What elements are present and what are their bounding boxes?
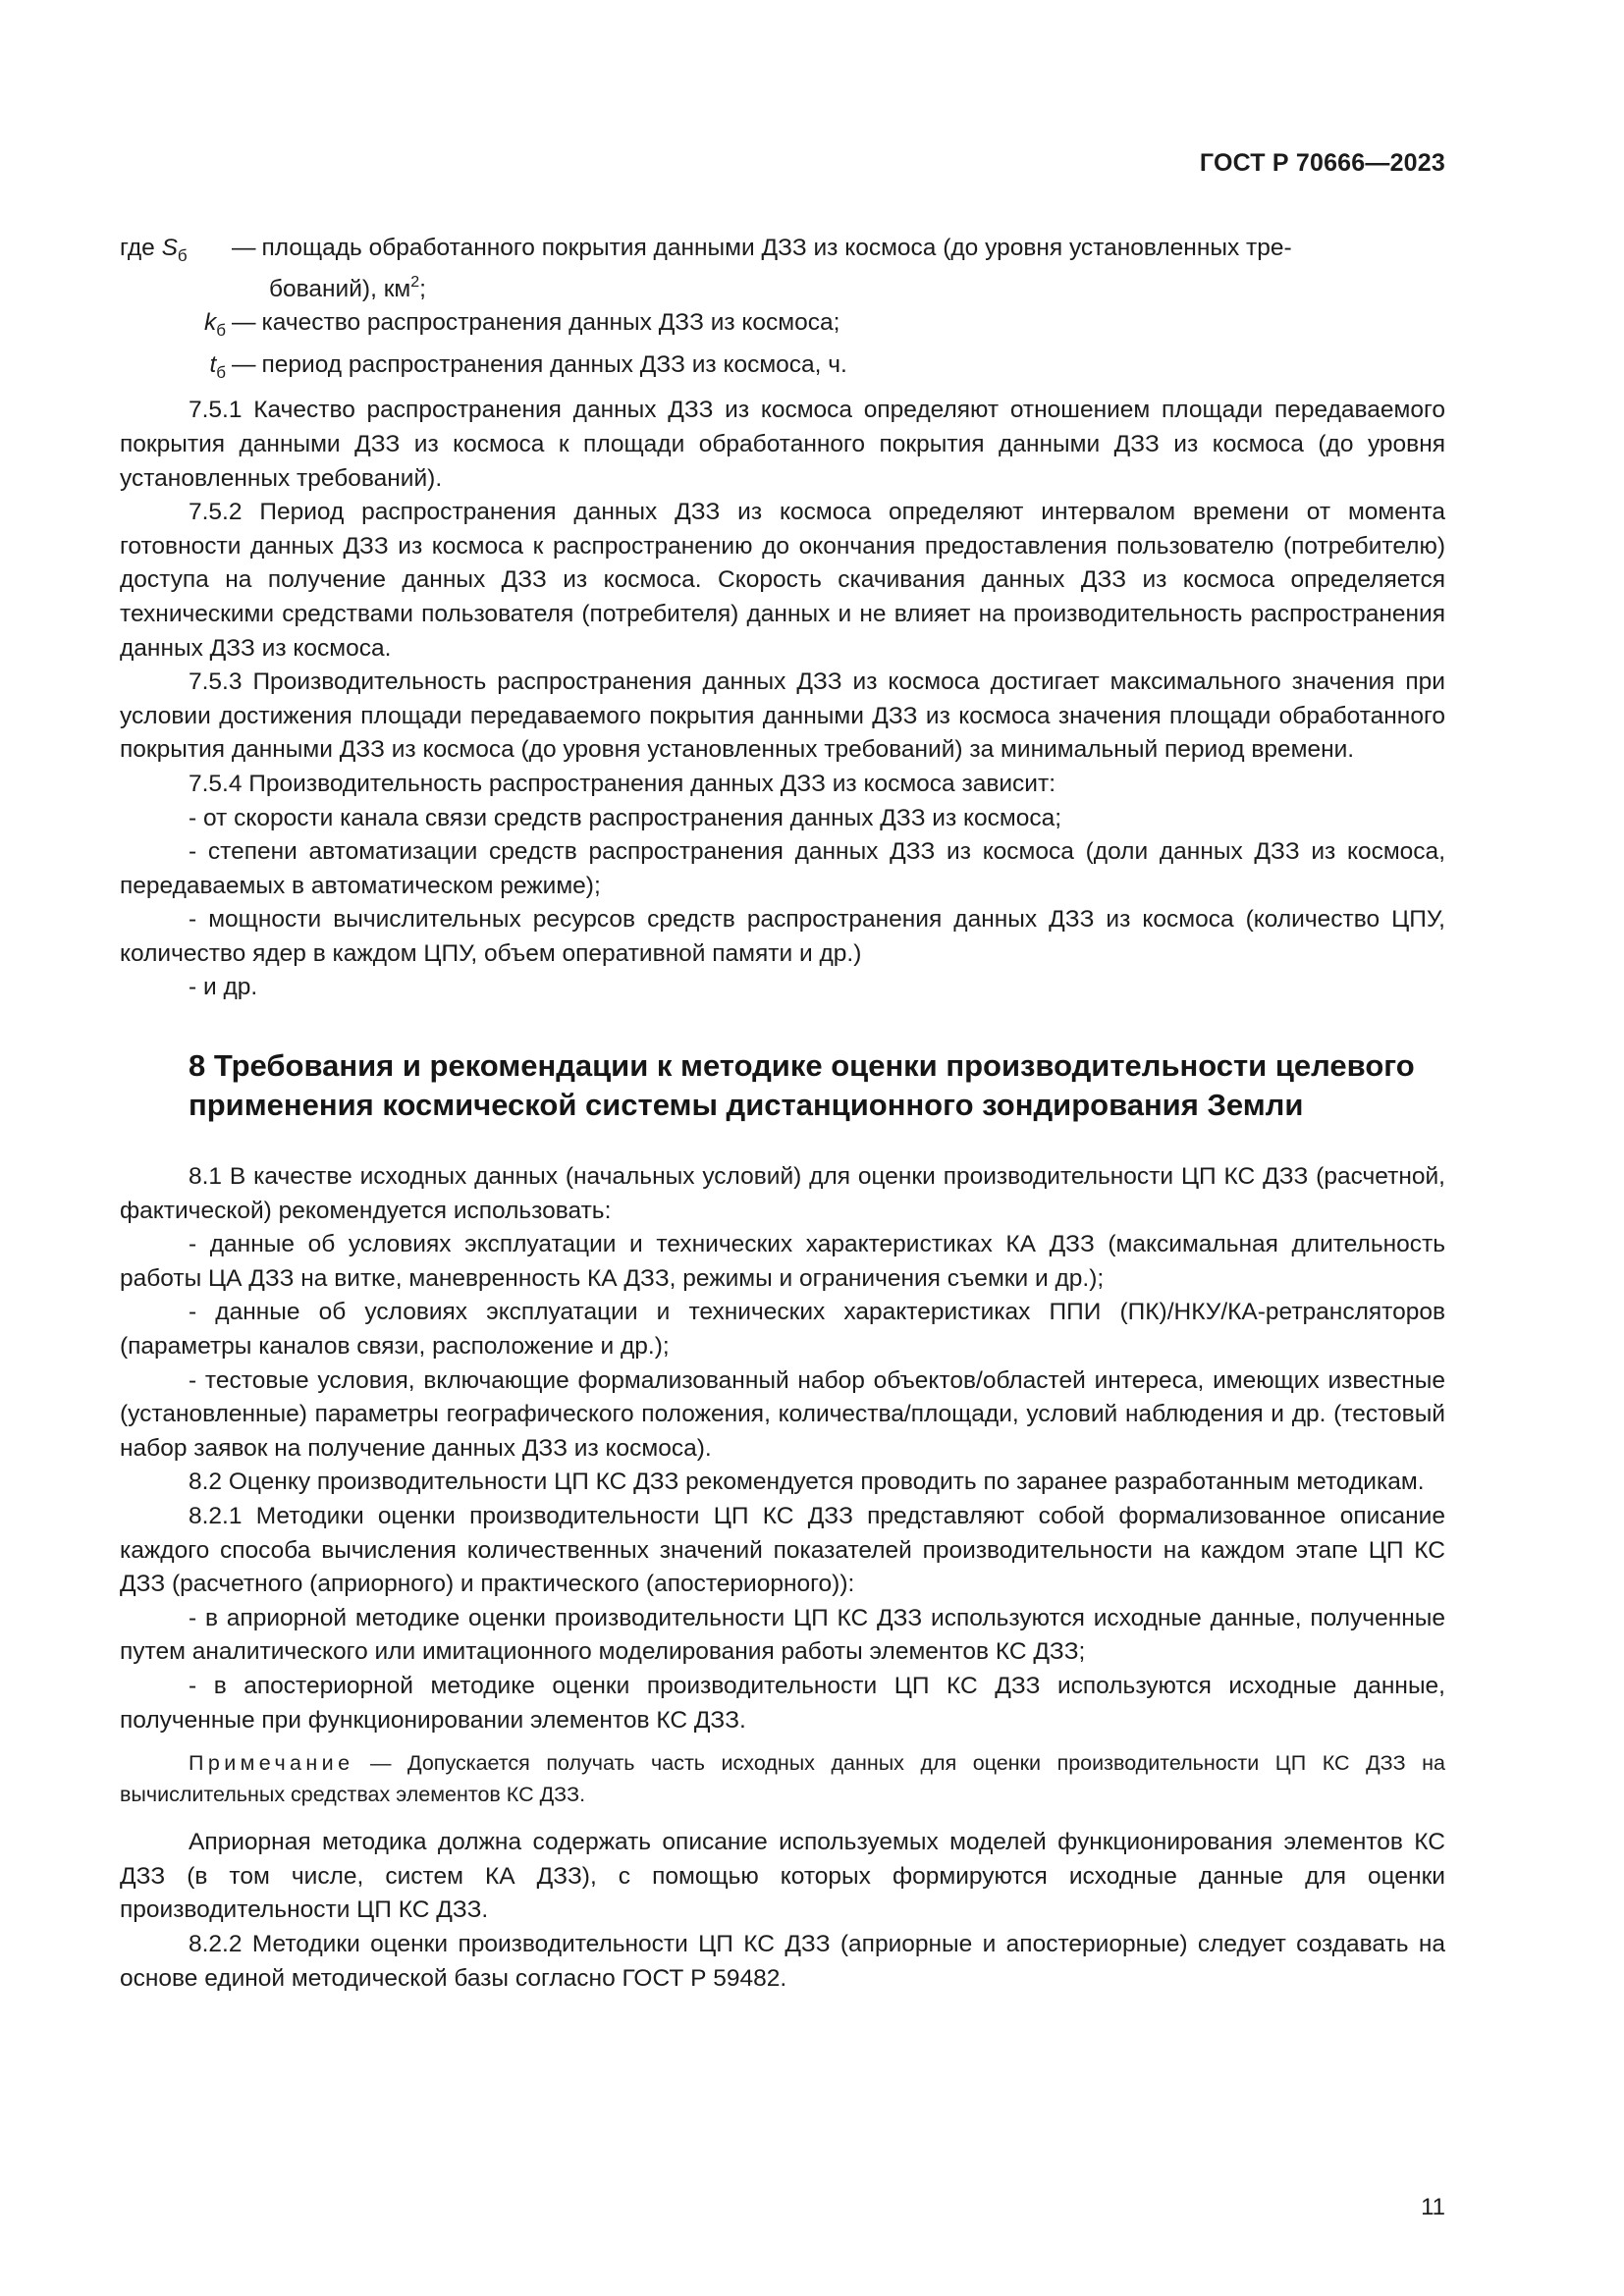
- definition-text: — период распространения данных ДЗЗ из космоса, ч.: [232, 350, 847, 378]
- note-block: [120, 1747, 1445, 1810]
- definition-text: — площадь обработанного покрытия данными ДЗЗ из космоса (до уровня установленных тре- бований), $км^2$;: [232, 235, 1292, 302]
- list-item: - тестовые условия, включающие формализованный набор объектов/областей интереса, имеющих известные (установленные) параметры географического положения, количества/площади, условий наблюдения и др. (тестовый набор заявок на получение данных ДЗЗ из космоса).: [120, 1366, 1445, 1462]
- definition-prefix: где $S_б$: [120, 235, 188, 265]
- paragraph-8-2-1: 8.2.1 Методики оценки производительности ЦП КС ДЗЗ представляют собой формализованное описание каждого способа вычисления количественных значений показателей производительности на каждом этапе ЦП КС ДЗЗ (расчетного (априорного) и практического (апостериорного)):: [120, 1503, 1445, 1598]
- paragraph-7-5-3: 7.5.3 Производительность распространения данных ДЗЗ из космоса достигает максимального значения при условии достижения площади передаваемого покрытия данными ДЗЗ из космоса значения площади обработанного покрытия данными ДЗЗ из космоса (до уровня установленных требований) за минимальный период времени.: [120, 668, 1445, 764]
- note-label: Примечание: [189, 1751, 354, 1776]
- list-item: - в априорной методике оценки производительности ЦП КС ДЗЗ используются исходные данные, полученные путем аналитического или имитационного моделирования работы элементов КС ДЗЗ;: [120, 1604, 1445, 1666]
- paragraph-7-5-2: 7.5.2 Период распространения данных ДЗЗ из космоса определяют интервалом времени от момента готовности данных ДЗЗ из космоса к распространению до окончания предоставления пользователю (потребителю) доступа на получение данных ДЗЗ из космоса. Скорость скачивания данных ДЗЗ из космоса определяется техническими средствами пользователя (потребителя) данных и не влияет на производительность распространения данных ДЗЗ из космоса.: [120, 499, 1445, 662]
- list-item: - данные об условиях эксплуатации и технических характеристиках КА ДЗЗ (максимальная длительность работы ЦА ДЗЗ на витке, маневренность КА ДЗЗ, режимы и ограничения съемки и др.);: [120, 1231, 1445, 1292]
- page-number: 11: [1421, 2194, 1445, 2220]
- document-header-id: ГОСТ Р 70666—2023: [1199, 149, 1445, 177]
- paragraph-7-5-4: 7.5.4 Производительность распространения данных ДЗЗ из космоса зависит:: [189, 770, 1056, 797]
- definition-k: [120, 306, 1445, 348]
- definition-symbol: $t_б$: [209, 350, 226, 382]
- list-item: - в апостериорной методике оценки производительности ЦП КС ДЗЗ используются исходные данные, полученные при функционировании элементов КС ДЗЗ.: [120, 1672, 1445, 1734]
- document-body: [120, 232, 1445, 1996]
- paragraph-8-2: 8.2 Оценку производительности ЦП КС ДЗЗ рекомендуется проводить по заранее разработанным методикам.: [189, 1468, 1425, 1496]
- list-item: - мощности вычислительных ресурсов средств распространения данных ДЗЗ из космоса (количество ЦПУ, количество ядер в каждом ЦПУ, объем оперативной памяти и др.): [120, 906, 1445, 967]
- paragraph-apriori: Априорная методика должна содержать описание используемых моделей функционирования элементов КС ДЗЗ (в том числе, систем КА ДЗЗ), с помощью которых формируются исходные данные для оценки производительности ЦП КС ДЗЗ.: [120, 1829, 1445, 1924]
- section-8-heading: 8 Требования и рекомендации к методике оценки производительности целевого применения космической системы дистанционного зондирования Земли: [189, 1048, 1415, 1123]
- definition-text: — качество распространения данных ДЗЗ из космоса;: [232, 309, 840, 337]
- definition-t: [120, 348, 1445, 391]
- list-item: - данные об условиях эксплуатации и технических характеристиках ППИ (ПК)/НКУ/КА-ретрансляторов (параметры каналов связи, расположение и др.);: [120, 1299, 1445, 1361]
- definition-s: [120, 232, 1445, 306]
- paragraph-7-5-1: 7.5.1 Качество распространения данных ДЗЗ из космоса определяют отношением площади передаваемого покрытия данными ДЗЗ из космоса к площади обработанного покрытия данными ДЗЗ из космоса (до уровня установленных требований).: [120, 397, 1445, 492]
- list-item: - от скорости канала связи средств распространения данных ДЗЗ из космоса;: [189, 804, 1062, 831]
- formula-definitions: [120, 232, 1445, 390]
- list-item: - степени автоматизации средств распространения данных ДЗЗ из космоса (доли данных ДЗЗ из космоса, передаваемых в автоматическом режиме);: [120, 838, 1445, 899]
- list-item: - и др.: [189, 974, 258, 1001]
- definition-symbol: $k_б$: [204, 309, 226, 341]
- paragraph-8-1: 8.1 В качестве исходных данных (начальных условий) для оценки производительности ЦП КС ДЗЗ (расчетной, фактической) рекомендуется использовать:: [120, 1163, 1445, 1224]
- paragraph-8-2-2: 8.2.2 Методики оценки производительности ЦП КС ДЗЗ (априорные и апостериорные) следует создавать на основе единой методической базы согласно ГОСТ Р 59482.: [120, 1930, 1445, 1992]
- note-text: — Допускается получать часть исходных данных для оценки производительности ЦП КС ДЗЗ на вычислительных средствах элементов КС ДЗЗ.: [120, 1751, 1445, 1807]
